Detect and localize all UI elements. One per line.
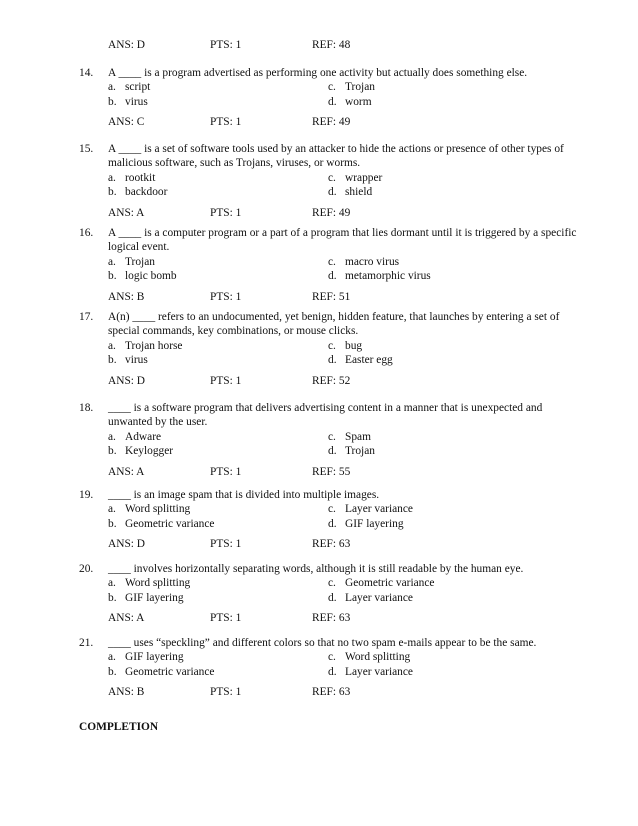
option-letter: d. [328,517,337,530]
option-letter: d. [328,269,337,282]
option-letter: a. [108,430,116,443]
option-text: GIF layering [125,591,184,604]
answer-option [328,576,435,590]
answer-option [328,665,413,679]
option-letter: a. [108,503,116,516]
answer-option [108,444,173,458]
option-letter: a. [108,339,116,352]
answer-option [328,185,372,199]
option-text: Word splitting [125,577,191,590]
option-letter: c. [328,577,336,590]
option-text: wrapper [345,171,383,184]
option-letter: a. [108,651,116,664]
question-text: ____ is a software program that delivers advertising content in a manner that is unexpected and [108,402,543,414]
option-text: Adware [125,430,162,443]
question-number: 20. [79,563,94,575]
option-letter: b. [108,517,117,530]
option-letter: c. [328,503,336,516]
option-letter: d. [328,185,337,198]
option-text: shield [345,185,373,198]
answer-option [108,353,148,367]
answer-key: ANS: C [108,116,145,129]
answer-option [108,591,184,605]
option-text: Layer variance [345,591,413,604]
option-letter: b. [108,353,117,366]
option-text: metamorphic virus [345,269,431,282]
answer-key: ANS: A [108,465,145,478]
reference: REF: 51 [312,290,351,303]
answer-option [108,517,215,531]
answer-option [328,353,393,367]
option-text: logic bomb [125,269,177,282]
option-text: bug [345,339,363,352]
answer-option [108,269,177,283]
option-letter: b. [108,444,117,457]
option-text: Word splitting [125,503,191,516]
question-text: malicious software, such as Trojans, viruses, or worms. [108,157,361,170]
answer-option [108,665,215,679]
option-letter: d. [328,444,337,457]
option-letter: c. [328,430,336,443]
question-number: 16. [79,227,94,239]
reference: REF: 48 [312,39,351,51]
answer-option [108,171,155,185]
answer-option [108,80,150,94]
question-text: ____ involves horizontally separating words, although it is still readable by the human eye. [108,563,524,575]
option-text: worm [345,95,372,108]
option-letter: a. [108,171,116,184]
option-letter: b. [108,591,117,604]
question-text: special commands, key combinations, or mouse clicks. [108,325,359,338]
answer-option [108,339,182,353]
answer-option [108,185,167,199]
question-number: 14. [79,67,94,79]
answer-option [328,591,413,605]
option-letter: c. [328,651,336,664]
answer-option [108,576,190,590]
answer-option [328,517,404,531]
question-text: logical event. [108,241,170,254]
option-text: Trojan [345,81,375,94]
option-letter: b. [108,269,117,282]
option-letter: c. [328,171,336,184]
points: PTS: 1 [210,116,242,129]
option-letter: a. [108,577,116,590]
option-text: Trojan [345,444,375,457]
option-letter: c. [328,339,336,352]
option-letter: c. [328,255,336,268]
points: PTS: 1 [210,612,242,625]
option-text: Layer variance [345,503,413,516]
reference: REF: 63 [312,686,351,699]
points: PTS: 1 [210,206,242,219]
question-number: 15. [79,143,94,155]
option-letter: d. [328,665,337,678]
answer-option [328,255,399,269]
option-text: Geometric variance [345,577,435,590]
option-letter: d. [328,95,337,108]
option-letter: d. [328,353,337,366]
question-number: 18. [79,402,94,414]
answer-option [328,171,382,185]
option-text: macro virus [345,255,400,268]
answer-key: ANS: B [108,290,145,303]
answer-key: ANS: D [108,374,146,387]
answer-option [328,95,372,109]
question-text: ____ uses “speckling” and different colors so that no two spam e-mails appear to be the same. [108,637,537,649]
answer-option [108,95,148,109]
option-letter: a. [108,81,116,94]
answer-key: ANS: D [108,39,146,51]
option-text: backdoor [125,185,168,198]
reference: REF: 52 [312,374,351,387]
option-text: GIF layering [345,517,404,530]
answer-option [328,339,362,353]
option-letter: b. [108,185,117,198]
answer-option [328,430,371,444]
points: PTS: 1 [210,465,242,478]
points: PTS: 1 [210,290,242,303]
option-text: Trojan horse [125,339,183,352]
option-text: Keylogger [125,444,174,457]
answer-option [108,650,184,664]
answer-option [328,502,413,516]
question-number: 17. [79,311,94,323]
reference: REF: 49 [312,116,351,129]
option-text: Geometric variance [125,517,215,530]
option-text: script [125,81,151,94]
answer-option [108,255,155,269]
points: PTS: 1 [210,686,242,699]
option-text: GIF layering [125,651,184,664]
answer-key: ANS: A [108,612,145,625]
option-letter: d. [328,591,337,604]
question-number: 19. [79,489,94,501]
reference: REF: 55 [312,465,351,478]
answer-option [108,430,161,444]
option-letter: b. [108,665,117,678]
question-number: 21. [79,637,94,649]
answer-key: ANS: A [108,206,145,219]
option-letter: b. [108,95,117,108]
answer-option [328,650,410,664]
option-text: virus [125,353,148,366]
answer-key: ANS: D [108,538,146,551]
answer-option [108,502,190,516]
answer-key: ANS: B [108,686,145,699]
question-text: ____ is an image spam that is divided into multiple images. [108,489,380,501]
option-letter: c. [328,81,336,94]
points: PTS: 1 [210,538,242,551]
reference: REF: 63 [312,538,351,551]
points: PTS: 1 [210,374,242,387]
option-text: virus [125,95,148,108]
answer-option [328,444,375,458]
answer-option [328,269,431,283]
option-text: Word splitting [345,651,411,664]
reference: REF: 49 [312,206,351,219]
option-letter: a. [108,255,116,268]
question-text: unwanted by the user. [108,416,208,429]
option-text: Layer variance [345,665,413,678]
question-text: A(n) ____ refers to an undocumented, yet benign, hidden feature, that launches by entering a set of [108,311,560,323]
question-text: A ____ is a computer program or a part of a program that lies dormant until it is triggered by a specific [108,227,577,239]
reference: REF: 63 [312,612,351,625]
option-text: Easter egg [345,353,393,366]
option-text: Trojan [125,255,155,268]
points: PTS: 1 [210,39,242,51]
question-text: A ____ is a program advertised as performing one activity but actually does something else. [108,67,528,79]
option-text: rootkit [125,171,156,184]
section-heading: COMPLETION [79,721,159,733]
answer-option [328,80,375,94]
option-text: Geometric variance [125,665,215,678]
question-text: A ____ is a set of software tools used by an attacker to hide the actions or presence of other types of [108,143,564,155]
option-text: Spam [345,430,371,443]
